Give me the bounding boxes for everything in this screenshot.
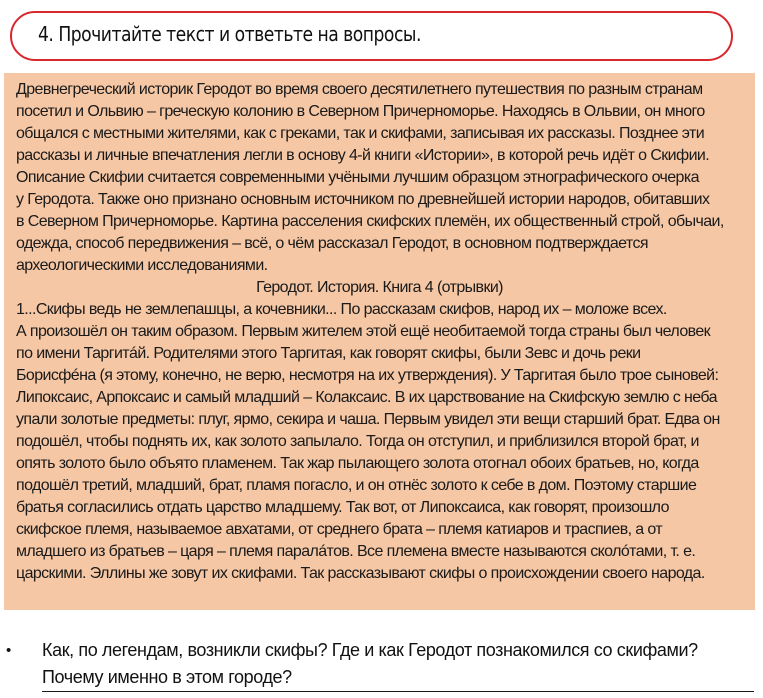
- excerpt-line: царскими. Эллины же зовут их скифами. Так рассказывают скифы о происхождении своего народа.: [16, 565, 705, 582]
- source-heading: Геродот. История. Книга 4 (отрывки): [256, 279, 503, 296]
- intro-line: общался с местными жителями, как с греками, так и скифами, записывая их рассказы. Позднее эти: [16, 125, 705, 142]
- intro-line: одежда, способ передвижения – всё, о чём рассказал Геродот, в основном подтверждается: [16, 235, 648, 252]
- question-block: [0, 636, 763, 696]
- excerpt-line: опять золото было объято пламенем. Так жар пылающего золота отогнал обоих братьев, но, когда: [16, 455, 699, 472]
- intro-line: рассказы и личные впечатления легли в основу 4-й книги «Истории», в которой речь идёт о Скифии.: [16, 147, 710, 164]
- intro-line: Древнегреческий историк Геродот во время своего десятилетнего путешествия по разным странам: [16, 81, 703, 98]
- excerpt-line: младшего из братьев – царя – племя паралáтов. Все племена вместе называются сколóтами, т. е.: [16, 543, 696, 560]
- task-title: 4. Прочитайте текст и ответьте на вопросы.: [38, 22, 421, 46]
- intro-line: Описание Скифии считается современными учёными лучшим образцом этнографического очерка: [16, 169, 699, 186]
- excerpt-line: 1...Скифы ведь не землепашцы, а кочевники... По рассказам скифов, народ их – моложе всех.: [16, 301, 667, 318]
- excerpt-line: подошёл третий, младший, брат, пламя погасло, и он отнёс золото к себе в дом. Поэтому старшие: [16, 477, 697, 494]
- excerpt-line: скифское племя, называемое авхатами, от среднего брата – племя катиаров и траспиев, а от: [16, 521, 663, 538]
- excerpt-line: Липоксаис, Арпоксаис и самый младший – Колаксаис. В их царствование на Скифскую землю с неба: [16, 389, 717, 406]
- excerpt-line: подошёл, чтобы поднять их, как золото запылало. Тогда он отступил, и приблизился второй брат, и: [16, 433, 699, 450]
- excerpt-line: Борисфéна (я этому, конечно, не верю, несмотря на их утверждения). У Таргитая было трое сыновей:: [16, 367, 719, 384]
- excerpt-line: А произошёл он таким образом. Первым жителем этой ещё необитаемой тогда страны был человек: [16, 323, 711, 340]
- excerpt-line: братья согласились отдать царство младшему. Так вот, от Липоксаиса, как говорят, произошло: [16, 499, 669, 516]
- task-header: [10, 11, 733, 61]
- answer-line[interactable]: [42, 691, 754, 692]
- reading-text-panel: [4, 73, 755, 610]
- excerpt-line: упали золотые предметы: плуг, ярмо, секира и чаша. Первым увидел эти вещи старший брат. Едва он: [16, 411, 720, 428]
- bullet-marker: •: [6, 642, 12, 659]
- intro-line: археологическими исследованиями.: [16, 257, 268, 274]
- intro-line: посетил и Ольвию – греческую колонию в Северном Причерноморье. Находясь в Ольвии, он много: [16, 103, 705, 120]
- intro-line: у Геродота. Также оно признано основным источником по древнейшей истории народов, обитавших: [16, 191, 710, 208]
- question-line: Почему именно в этом городе?: [42, 667, 292, 687]
- intro-line: в Северном Причерноморье. Картина расселения скифских племён, их общественный строй, обычаи,: [16, 213, 724, 230]
- question-line: Как, по легендам, возникли скифы? Где и как Геродот познакомился со скифами?: [42, 640, 698, 660]
- excerpt-line: по имени Таргитáй. Родителями этого Таргитая, как говорят скифы, были Зевс и дочь реки: [16, 345, 641, 362]
